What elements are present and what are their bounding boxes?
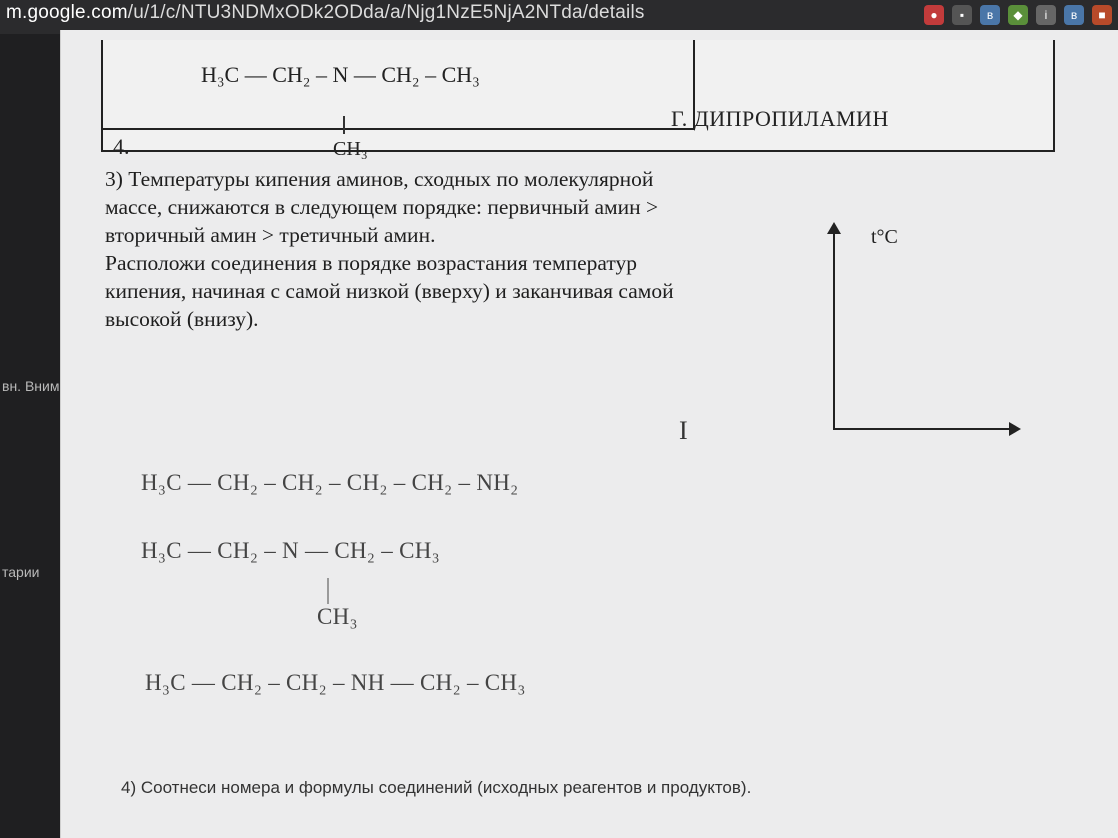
task3-line: кипения, начиная с самой низкой (вверху) и заканчивая самой bbox=[105, 279, 674, 303]
answer-table bbox=[101, 40, 1055, 152]
extension-icon[interactable]: ■ bbox=[1092, 5, 1112, 25]
task3-line: вторичный амин > третичный амин. bbox=[105, 223, 436, 247]
bond-line bbox=[327, 578, 329, 604]
axis-label: t°C bbox=[871, 226, 898, 248]
compound-methyldiethylamine[interactable]: H₃C — CH₂ – N — CH₂ – CH₃ bbox=[141, 538, 440, 563]
side-text: вн. Вним bbox=[2, 378, 60, 394]
url-path: /u/1/c/NTU3NDMxODk2ODda/a/Njg1NzE5NjA2NTda/details bbox=[127, 2, 645, 23]
table-formula-branch: CH₃ bbox=[333, 138, 368, 160]
task4-text: 4) Соотнеси номера и формулы соединений (исходных реагентов и продуктов). bbox=[121, 778, 752, 797]
compound-ethylpropylamine[interactable]: H₃C — CH₂ – CH₂ – NH — CH₂ – CH₃ bbox=[145, 670, 526, 695]
address-bar[interactable] bbox=[6, 2, 645, 24]
task3-line: массе, снижаются в следующем порядке: первичный амин > bbox=[105, 195, 659, 219]
compound-branch: CH₃ bbox=[317, 604, 358, 629]
bond-line bbox=[343, 116, 345, 134]
task3-line: Расположи соединения в порядке возрастания температур bbox=[105, 251, 637, 275]
browser-topbar bbox=[0, 0, 1118, 34]
task3-line: высокой (внизу). bbox=[105, 307, 259, 331]
extension-icon[interactable]: ▪ bbox=[952, 5, 972, 25]
temperature-axis bbox=[833, 230, 835, 430]
url-host: m.google.com bbox=[6, 2, 128, 23]
vk-icon[interactable]: в bbox=[1064, 5, 1084, 25]
info-icon[interactable]: i bbox=[1036, 5, 1056, 25]
task3-line: 3) Температуры кипения аминов, сходных по молекулярной bbox=[105, 167, 654, 191]
vk-icon[interactable]: в bbox=[980, 5, 1000, 25]
axis-arrow-right bbox=[1009, 422, 1021, 436]
table-formula: H₃C — CH₂ – N — CH₂ – CH₃ bbox=[201, 62, 480, 87]
extension-icon[interactable]: ◆ bbox=[1008, 5, 1028, 25]
table-rowline bbox=[103, 128, 695, 130]
task3-text bbox=[105, 165, 805, 333]
table-row-number: 4. bbox=[113, 134, 130, 159]
side-text: тарии bbox=[2, 564, 40, 580]
table-answer-option: Г. ДИПРОПИЛАМИН bbox=[671, 106, 889, 131]
text-cursor-icon: I bbox=[679, 416, 688, 445]
extensions-area bbox=[924, 2, 1112, 28]
horizontal-axis bbox=[833, 428, 1013, 430]
document-page bbox=[60, 30, 1118, 838]
compound-pentylamine[interactable]: H₃C — CH₂ – CH₂ – CH₂ – CH₂ – NH₂ bbox=[141, 470, 519, 495]
extension-icon[interactable]: ● bbox=[924, 5, 944, 25]
